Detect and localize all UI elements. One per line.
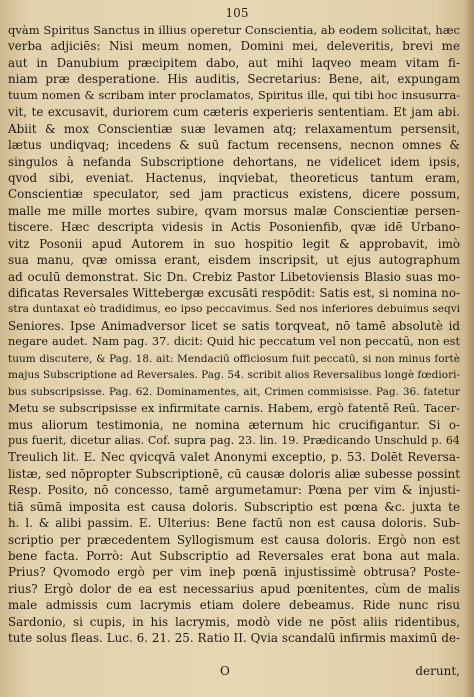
text-line: negare audet. Nam pag. 37. dicit: Quid hic peccatum vel non peccatū, non est [8, 335, 460, 349]
text-line: verba adjiciēs: Nisi meum nomen, Domini mei, deleveritis, brevi me [8, 39, 460, 54]
text-line: sua manu, qvæ omissa erant, eisdem inscripsit, ut ejus autographum [8, 253, 460, 268]
text-line: bene facta. Porrò: Aut Subscriptio ad Reversales erat bona aut mala. [8, 549, 460, 563]
text-line: qvàm Spiritus Sanctus in illius operetur Conscientia, ab eodem solicitat, hæc [8, 23, 460, 37]
text-line: Conscientiæ speculator, sed jam practicus existens, dicere possum, [8, 187, 460, 202]
text-line: tuum discutere, & Pag. 18. ait: Mendaciū officiosum fuit peccatū, si non minus fortè [8, 352, 460, 365]
text-line: aut in Danubium præcipitem dabo, aut mihi laqveo meam vitam fi- [8, 55, 460, 70]
text-line: Seniores. Ipse Animadversor licet se satis torqveat, nō tamē absolutè id [8, 318, 460, 333]
text-line: scriptio per præcedentem Syllogismum est causa doloris. Ergò non est [8, 532, 460, 547]
text-line: dificatas Reversales Wittebergæ excusāti respōdit: Satis est, si nomina no- [8, 286, 460, 300]
signature-mark: O [220, 664, 230, 678]
text-line: niam præ desperatione. His auditis, Secretarius: Bene, ait, expungam [8, 72, 460, 87]
text-line: lætus undiqvaq; incedens & suū factum recensens, necnon omnes & [8, 138, 460, 153]
text-line: singulos à nefanda Subscriptione dehortans, ne videlicet idem ipsis, [8, 154, 460, 169]
text-line: ad oculū demonstrat. Sic Dn. Crebiz Pastor Libetoviensis Blasio suas mo- [8, 269, 460, 284]
text-line: Resp. Posito, nō concesso, tamē argumetamur: Pœna per vim & injusti- [8, 483, 460, 498]
text-line: malle me mille mortes subire, qvam morsus malæ Conscientiæ persen- [8, 203, 460, 218]
text-line: mus aliorum testimonia, ne nomina æternum hic crucifigantur. Si o- [8, 417, 460, 432]
body-text [8, 22, 460, 647]
text-line: vit, te excusavit, duriorem cum cæteris experieris sententiam. Et jam abi. [8, 105, 460, 120]
page-number: 105 [225, 6, 249, 20]
text-line: Abiit & mox Conscientiæ suæ levamen atq; relaxamentum persensit, [8, 121, 460, 136]
text-line: male admissis cum lacrymis etiam dolere debeamus. Ride nunc risu [8, 598, 460, 613]
text-line: qvod sibi, eveniat. Hactenus, inqviebat, theoreticus tantum eram, [8, 170, 460, 185]
text-line: rius? Ergò dolor de ea est necessarius apud pœnitentes, cùm de malis [8, 581, 460, 596]
text-line: h. l. & alibi passim. E. Ulterius: Bene factū non est causa doloris. Sub- [8, 516, 460, 531]
text-line: Metu se subscripsisse ex infirmitate carnis. Habem, ergò fatentē Reū. Tacer- [8, 401, 460, 416]
text-line: bus subscripsisse. Pag. 62. Dominamentes, ait, Crimen commisisse. Pag. 36. fatetur [8, 385, 460, 398]
text-line: tuum nomen & scribam inter proclamatos, Spiritus ille, qui tibi hoc insusurra- [8, 88, 460, 102]
text-line: tute solus fleas. Luc. 6. 21. 25. Ratio II. Qvia scandalū infirmis maximū de- [8, 631, 460, 646]
text-line: vitz Posonii apud Autorem in suo hospitio legit & approbavit, imò [8, 236, 460, 251]
page-edge-shadow [464, 0, 474, 697]
text-line: listæ, sed nōpropter Subscriptionē, cū causæ doloris aliæ subesse possint [8, 466, 460, 481]
text-line: majus Subscriptione ad Reversales. Pag. 54. scribit alios Reversalibus longè fœdiori- [8, 369, 460, 382]
text-line: Treulich lit. E. Nec qvicqvā valet Anonymi exceptio, p. 53. Dolēt Reversa- [8, 450, 460, 465]
text-line: tiā sūmā imposita est causa doloris. Subscriptio est pœna &c. juxta te [8, 499, 460, 514]
text-line: pus fuerit, dicetur alias. Cof. supra pag. 23. lin. 19. Prædicando Unschuld p. 64 [8, 433, 460, 447]
text-line: tiscere. Hæc descripta videsis in Actis Posonienfib, qvæ idē Urbano- [8, 220, 460, 235]
text-line: Sardonio, si cupis, in his lacrymis, modò vide ne pōst aliis ridentibus, [8, 614, 460, 629]
text-line: stra duntaxat eò tradidimus, eo ipso peccavimus. Sed nos inferiores debuimus seqvi [8, 303, 460, 316]
catchword: derunt, [415, 664, 460, 678]
text-line: Prius? Qvomodo ergò per vim ineþ pœnā injustissimè obtrusa? Poste- [8, 565, 460, 580]
